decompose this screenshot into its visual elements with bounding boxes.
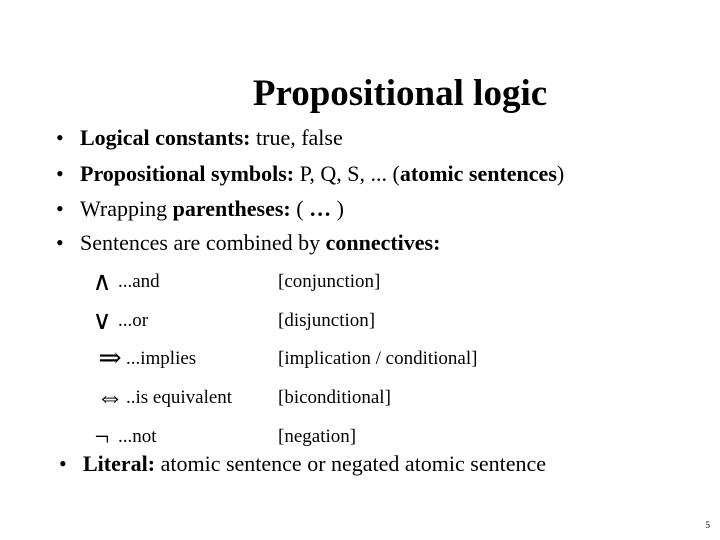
bullet-term-2: … <box>309 196 332 221</box>
bullet-literal <box>59 451 547 476</box>
connective-description: [negation] <box>278 426 357 447</box>
bullet-text-2: ) <box>331 196 344 221</box>
and-symbol-icon: ∧ <box>92 267 112 296</box>
connective-description: [disjunction] <box>278 310 376 331</box>
bullet-text: atomic sentence or negated atomic sentence <box>155 451 547 476</box>
bullet-connectives <box>56 231 440 255</box>
bullet-marker: • <box>56 196 64 221</box>
page-number: 5 <box>705 520 710 530</box>
connective-description: [biconditional] <box>278 387 391 408</box>
bullet-term: Literal: <box>83 451 156 476</box>
or-symbol-icon: ∨ <box>92 306 112 335</box>
connective-description: [conjunction] <box>278 271 381 292</box>
bullet-term: Logical constants: <box>80 125 251 150</box>
bullet-text-2: ) <box>556 161 565 186</box>
bullet-propositional-symbols <box>56 162 564 186</box>
bullet-marker: • <box>56 230 64 255</box>
slide-title: Propositional logic <box>252 73 548 114</box>
connective-word: ...not <box>118 426 157 447</box>
bullet-pre-text: Sentences are combined by <box>80 230 326 255</box>
bullet-text: ( <box>290 196 310 221</box>
bullet-term: Propositional symbols: <box>80 161 295 186</box>
implies-symbol-icon: ⇒ <box>98 343 122 374</box>
connective-word: ...and <box>118 271 160 292</box>
bullet-text: P, Q, S, ... ( <box>294 161 400 186</box>
bullet-marker: • <box>56 161 64 186</box>
bullet-logical-constants <box>56 126 343 150</box>
bullet-term: connectives: <box>325 230 441 255</box>
connective-word: ..is equivalent <box>126 387 233 408</box>
connective-word: ...or <box>118 310 149 331</box>
not-symbol-icon: ¬ <box>94 422 110 451</box>
equivalent-symbol-icon: ⇔ <box>96 382 124 413</box>
bullet-pre-text: Wrapping <box>80 196 173 221</box>
connective-word: ...implies <box>126 348 197 369</box>
bullet-term: parentheses: <box>172 196 291 221</box>
bullet-text: true, false <box>250 125 343 150</box>
bullet-term-2: atomic sentences <box>399 161 557 186</box>
bullet-parentheses <box>56 197 344 221</box>
connective-description: [implication / conditional] <box>278 348 478 369</box>
bullet-marker: • <box>56 125 64 150</box>
bullet-marker: • <box>59 451 67 476</box>
